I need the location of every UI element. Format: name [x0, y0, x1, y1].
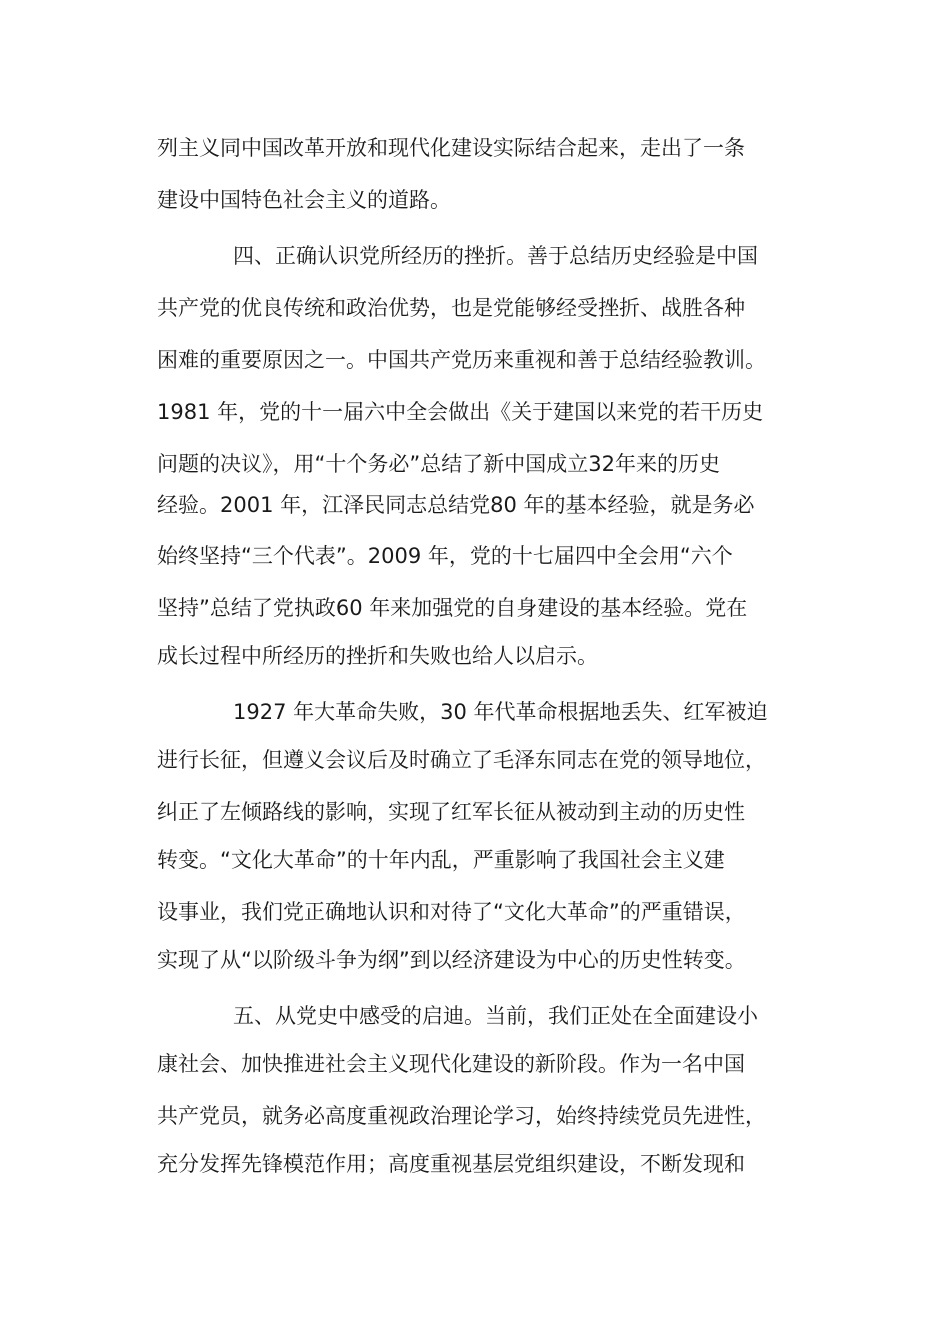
text-line-4: 共产党的优良传统和政治优势，也是党能够经受挫折、战胜各种 — [157, 296, 745, 320]
paragraph-heading-5: 五、从党史中感受的启迪。当前，我们正处在全面建设小 — [233, 1004, 758, 1028]
text-line-1: 列主义同中国改革开放和现代化建设实际结合起来，走出了一条 — [157, 136, 745, 160]
text-line-16: 设事业，我们党正确地认识和对待了“文化大革命”的严重错误， — [157, 900, 746, 924]
paragraph-start-1927: 1927 年大革命失败，30 年代革命根据地丢失、红军被迫 — [233, 700, 768, 724]
text-line-5: 困难的重要原因之一。中国共产党历来重视和善于总结经验教训。 — [157, 348, 766, 372]
text-line-15: 转变。“文化大革命”的十年内乱，严重影响了我国社会主义建 — [157, 848, 725, 872]
text-line-21: 充分发挥先锋模范作用；高度重视基层党组织建设，不断发现和 — [157, 1152, 745, 1176]
text-line-17: 实现了从“以阶级斗争为纲”到以经济建设为中心的历史性转变。 — [157, 948, 746, 972]
text-line-6: 1981 年，党的十一届六中全会做出《关于建国以来党的若干历史 — [157, 400, 764, 424]
text-line-2: 建设中国特色社会主义的道路。 — [157, 188, 451, 212]
text-line-13: 进行长征，但遵义会议后及时确立了毛泽东同志在党的领导地位， — [157, 748, 766, 772]
text-line-14: 纠正了左倾路线的影响，实现了红军长征从被动到主动的历史性 — [157, 800, 745, 824]
text-line-19: 康社会、加快推进社会主义现代化建设的新阶段。作为一名中国 — [157, 1052, 745, 1076]
text-line-10: 坚持”总结了党执政60 年来加强党的自身建设的基本经验。党在 — [157, 596, 748, 620]
text-line-20: 共产党员，就务必高度重视政治理论学习，始终持续党员先进性， — [157, 1104, 766, 1128]
text-line-9: 始终坚持“三个代表”。2009 年，党的十七届四中全会用“六个 — [157, 544, 733, 568]
text-line-11: 成长过程中所经历的挫折和失败也给人以启示。 — [157, 644, 598, 668]
text-line-7: 问题的决议》，用“十个务必”总结了新中国成立32年来的历史 — [157, 452, 720, 476]
paragraph-heading-4: 四、正确认识党所经历的挫折。善于总结历史经验是中国 — [233, 244, 758, 268]
text-line-8: 经验。2001 年，江泽民同志总结党80 年的基本经验，就是务必 — [157, 493, 755, 517]
